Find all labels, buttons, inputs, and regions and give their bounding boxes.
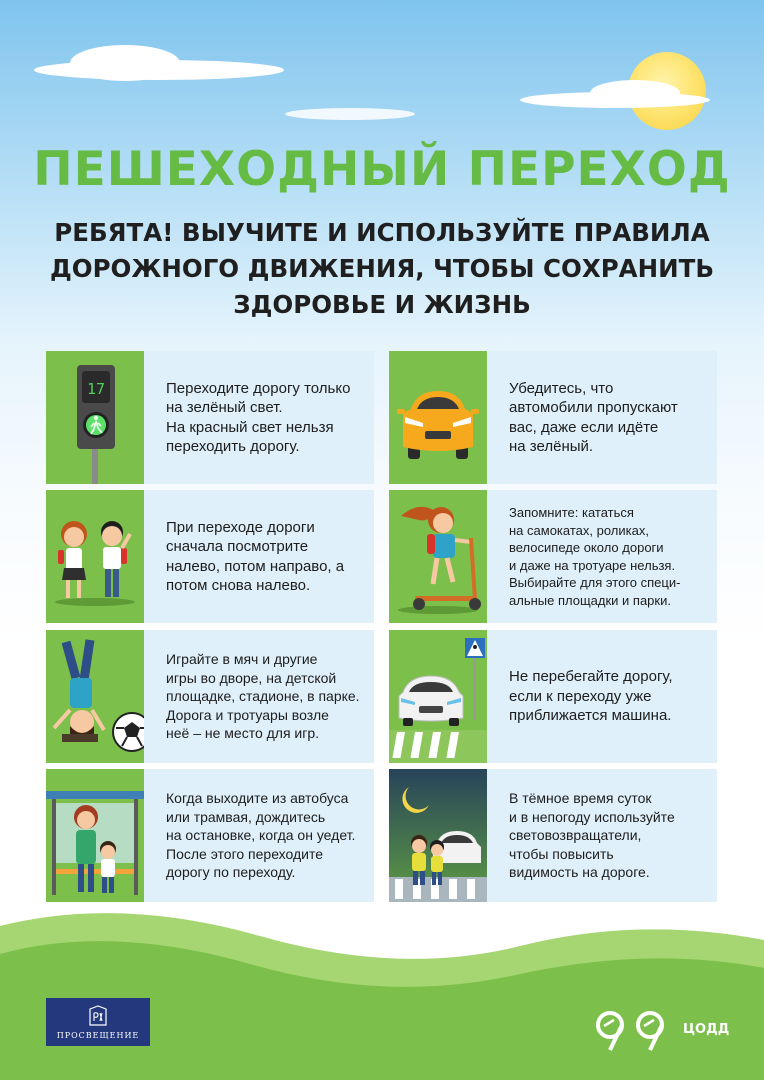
rule-card-picture	[46, 769, 144, 902]
rule-line: приближается машина.	[509, 707, 672, 725]
girl-scooter-icon	[389, 490, 487, 623]
rule-card-text	[166, 769, 366, 902]
rule-line: или трамвая, дождитесь	[166, 808, 326, 825]
rule-card-picture	[389, 351, 487, 484]
rule-card-reflectors	[389, 769, 717, 902]
rule-card-picture	[389, 490, 487, 623]
rule-line: Не перебегайте дорогу,	[509, 668, 673, 686]
rule-line: чтобы повысить	[509, 845, 614, 862]
rule-line: При переходе дороги	[166, 518, 315, 536]
rule-line: Когда выходите из автобуса	[166, 790, 349, 807]
rule-card-look-both-ways	[46, 490, 374, 623]
cloud-right-puff	[590, 80, 680, 106]
children-walking-icon	[46, 490, 144, 623]
rule-line: Выбирайте для этого специ-	[509, 575, 681, 590]
rule-line: световозвращатели,	[509, 827, 642, 844]
rule-card-text	[509, 769, 709, 902]
prosveshchenie-logo-text: ПРОСВЕЩЕНИЕ	[56, 1030, 140, 1040]
rule-line: Убедитесь, что	[509, 379, 614, 397]
page-title: ПЕШЕХОДНЫЙ ПЕРЕХОД	[33, 142, 731, 197]
rule-line: на зелёный.	[509, 438, 594, 455]
rule-card-no-play-on-road	[46, 630, 374, 763]
rule-line: площадке, стадионе, в парке.	[166, 688, 360, 705]
rule-line: дорогу по переходу.	[166, 864, 296, 881]
boy-ball-icon	[46, 630, 144, 763]
rule-line: Переходите дорогу только	[166, 379, 351, 397]
night-crossing-icon	[389, 769, 487, 902]
rule-card-text	[166, 490, 366, 623]
rule-card-green-light	[46, 351, 374, 484]
codd-logo-text: ЦОДД	[683, 1022, 730, 1037]
rule-line: на остановке, когда он уедет.	[166, 827, 356, 844]
rule-line: игры во дворе, на детской	[166, 669, 337, 686]
yellow-car-icon	[389, 351, 487, 484]
rule-card-text	[509, 630, 709, 763]
rule-line: переходить дорогу.	[166, 438, 300, 455]
rule-line: потом снова налево.	[166, 577, 311, 594]
signal-number: 17	[86, 380, 106, 398]
rule-card-wait-for-bus	[46, 769, 374, 902]
rule-line: на самокатах, роликах,	[509, 522, 649, 538]
rule-line: вас, даже если идёте	[509, 418, 659, 436]
subtitle-line: ЗДОРОВЬЕ И ЖИЗНЬ	[233, 290, 531, 319]
codd-logo-icon	[592, 1008, 678, 1052]
rule-line: В тёмное время суток	[509, 790, 652, 807]
rule-line: альные площадки и парки.	[509, 592, 671, 608]
rule-card-text	[166, 630, 366, 763]
mother-child-bus-stop-icon	[46, 769, 144, 902]
rule-card-text	[166, 351, 366, 484]
rule-card-picture	[46, 490, 144, 623]
cloud-left-puff	[70, 45, 180, 81]
rule-line: автомобили пропускают	[509, 399, 678, 416]
rule-card-text	[509, 351, 709, 484]
green-hills	[0, 906, 764, 1080]
rule-line: если к переходу уже	[509, 687, 652, 705]
car-crosswalk-icon	[389, 630, 487, 763]
rule-card-dont-run-across	[389, 630, 717, 763]
rule-line: видимость на дороге.	[509, 864, 650, 881]
rule-card-text	[509, 490, 709, 623]
prosveshchenie-logo-icon	[88, 1005, 108, 1027]
prosveshchenie-logo	[46, 998, 150, 1046]
rule-line: Играйте в мяч и другие	[166, 651, 318, 668]
rule-line: налево, потом направо, а	[166, 557, 345, 575]
rule-line: Запомните: кататься	[509, 505, 634, 520]
subtitle-line: ДОРОЖНОГО ДВИЖЕНИЯ, ЧТОБЫ СОХРАНИТЬ	[49, 254, 715, 283]
rule-line: и в непогоду используйте	[509, 808, 675, 825]
rule-card-picture	[46, 630, 144, 763]
traffic-light-icon	[46, 351, 144, 484]
rule-line: Дорога и тротуары возле	[166, 706, 329, 723]
subtitle-line: РЕБЯТА! ВЫУЧИТЕ И ИСПОЛЬЗУЙТЕ ПРАВИЛА	[54, 218, 710, 247]
rule-card-car-yields	[389, 351, 717, 484]
rule-card-picture	[389, 769, 487, 902]
rule-line: на зелёный свет.	[166, 399, 283, 416]
rule-line: После этого переходите	[166, 845, 324, 862]
rule-card-picture	[46, 351, 144, 484]
rule-line: и даже на тротуаре нельзя.	[509, 557, 676, 573]
cloud-middle	[285, 108, 415, 120]
rule-line: велосипеде около дороги	[509, 540, 664, 555]
rule-line: сначала посмотрите	[166, 538, 309, 555]
rule-line: неё – не место для игр.	[166, 725, 320, 742]
rule-card-picture	[389, 630, 487, 763]
rule-line: На красный свет нельзя	[166, 418, 334, 436]
rule-card-no-scooters	[389, 490, 717, 623]
page-subtitle	[40, 215, 724, 323]
